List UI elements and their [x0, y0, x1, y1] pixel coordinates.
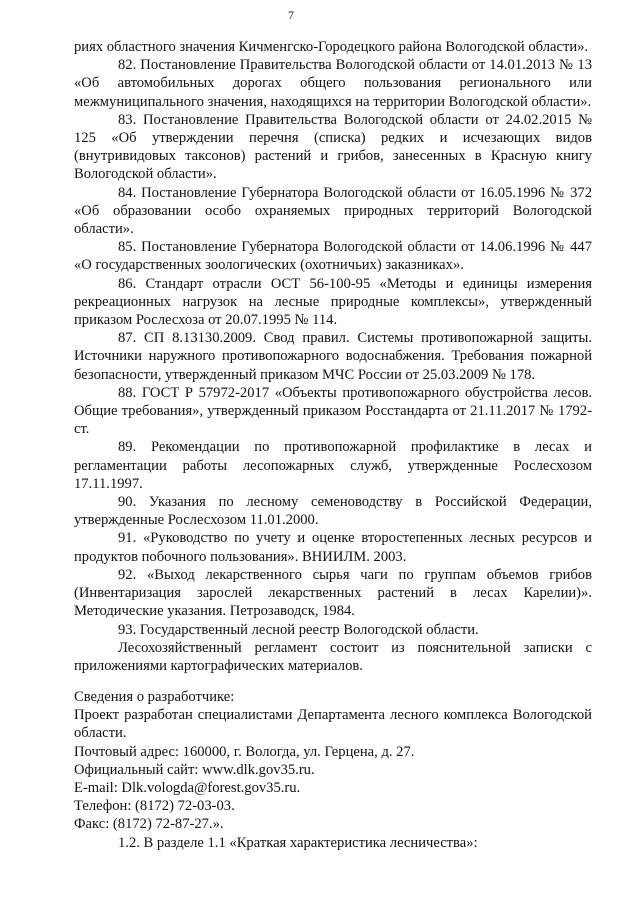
document-body: [74, 38, 592, 675]
list-item-93: 93. Государственный лесной реестр Вологодской области.: [118, 621, 479, 638]
paragraph-continuation: риях областного значения Кичменгско-Городецкого района Вологодской области».: [74, 39, 589, 55]
developer-phone: Телефон: (8172) 72-03-03.: [74, 798, 235, 815]
developer-info: [74, 688, 592, 852]
list-item-92: 92. «Выход лекарственного сырья чаги по группам объемов грибов (Инвентаризация зарослей лекарственных растений в лесах Карелии)». Методические указания. Петрозаводск, 1984.: [74, 566, 592, 620]
section-heading-1-2: 1.2. В разделе 1.1 «Краткая характеристика лесничества»:: [118, 834, 478, 851]
regulation-composition-paragraph: Лесохозяйственный регламент состоит из пояснительной записки с приложениями картографических материалов.: [74, 639, 592, 674]
list-item-85: 85. Постановление Губернатора Вологодской области от 14.06.1996 № 447 «О государственных зоологических (охотничьих) заказниках».: [74, 239, 592, 274]
list-item-87: 87. СП 8.13130.2009. Свод правил. Системы противопожарной защиты. Источники наружного противопожарного водоснабжения. Требования пожарной безопасности, утвержденный приказом МЧС России от 25.03.2009 № 178.: [74, 330, 592, 383]
page-number: 7: [288, 8, 294, 22]
list-item-82: 82. Постановление Правительства Вологодской области от 14.01.2013 № 13 «Об автомобильных дорогах общего пользования регионального или межмуниципального значения, находящихся на территории Вологодской области».: [74, 57, 592, 110]
developer-site: Официальный сайт: www.dlk.gov35.ru.: [74, 761, 315, 778]
developer-heading: Сведения о разработчике:: [74, 689, 235, 705]
developer-project: Проект разработан специалистами Департамента лесного комплекса Вологодской области.: [74, 707, 592, 742]
list-item-89: 89. Рекомендации по противопожарной профилактике в лесах и регламентации работы лесопожарных служб, утвержденные Рослесхозом 17.11.1997.: [74, 439, 592, 492]
list-item-86: 86. Стандарт отрасли ОСТ 56-100-95 «Методы и единицы измерения рекреационных нагрузок на лесные природные комплексы», утвержденный приказом Рослесхоза от 20.07.1995 № 114.: [74, 275, 592, 329]
list-item-91: 91. «Руководство по учету и оценке второстепенных лесных ресурсов и продуктов побочного пользования». ВНИИЛМ. 2003.: [74, 530, 592, 565]
list-item-90: 90. Указания по лесному семеноводству в Российской Федерации, утвержденные Рослесхозом 11.01.2000.: [74, 494, 592, 529]
list-item-84: 84. Постановление Губернатора Вологодской области от 16.05.1996 № 372 «Об образовании особо охраняемых природных территорий Вологодской области».: [74, 184, 592, 238]
list-item-83: 83. Постановление Правительства Вологодской области от 24.02.2015 № 125 «Об утверждении перечня (списка) редких и исчезающих видов (внутривидовых таксонов) растений и грибов, занесенных в Красную книгу Вологодской области».: [74, 111, 592, 183]
developer-email: E-mail: Dlk.vologda@forest.gov35.ru.: [74, 780, 301, 797]
list-item-88: 88. ГОСТ Р 57972-2017 «Объекты противопожарного обустройства лесов. Общие требования», утвержденный приказом Росстандарта от 21.11.2017 № 1792-ст.: [74, 384, 592, 438]
developer-address: Почтовый адрес: 160000, г. Вологда, ул. Герцена, д. 27.: [74, 743, 415, 760]
developer-fax: Факс: (8172) 72-87-27.».: [74, 816, 224, 833]
